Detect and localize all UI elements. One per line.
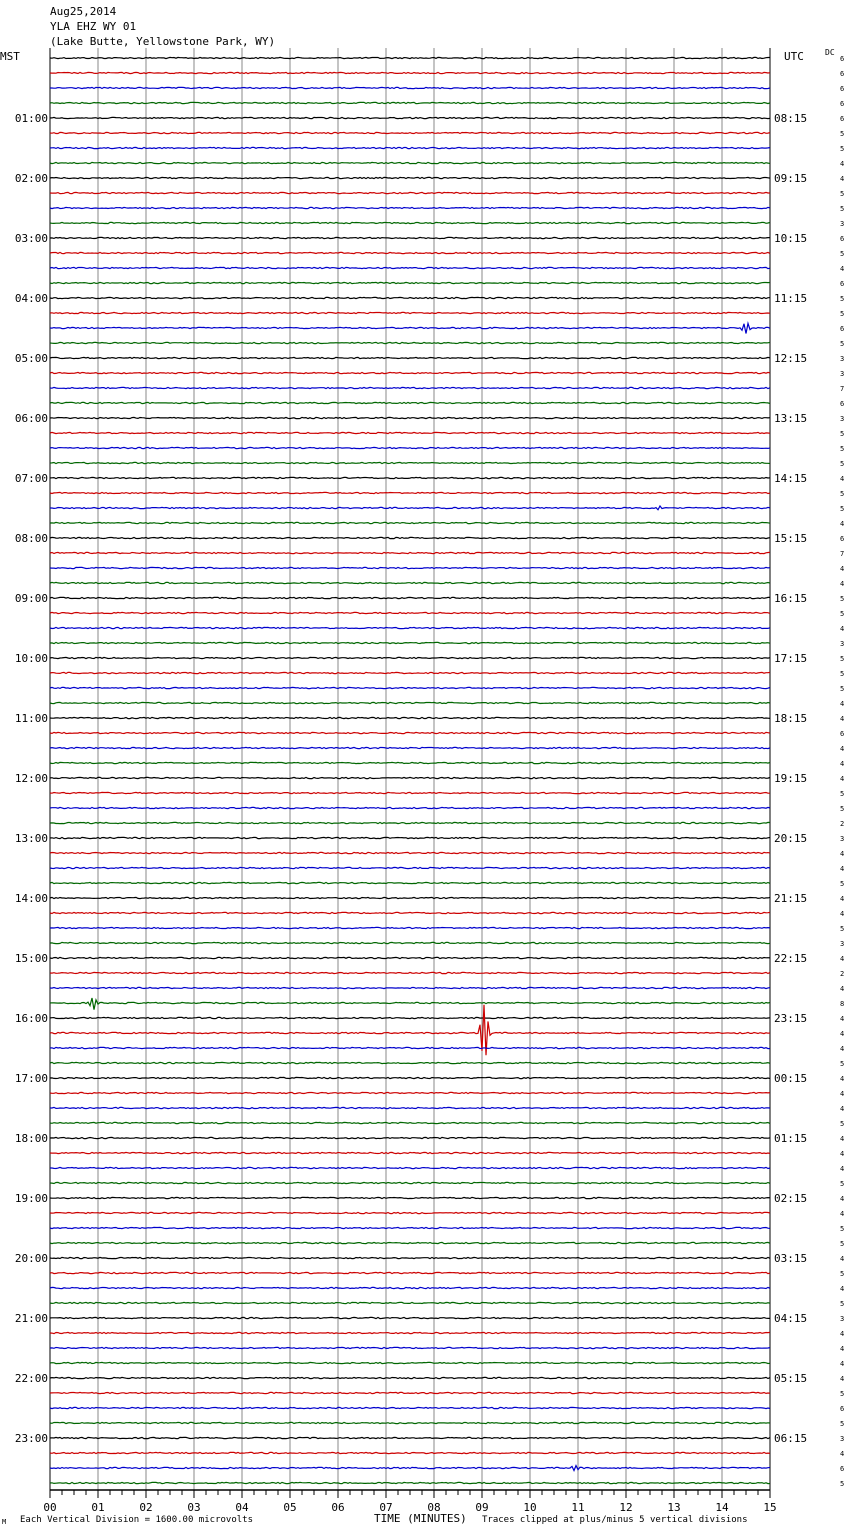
trace-line (50, 852, 770, 853)
right-hour-label: 23:15 (774, 1012, 808, 1025)
dc-offset-label: 4 (840, 1045, 845, 1053)
x-tick-label: 05 (283, 1501, 297, 1514)
dc-offset-label: 4 (840, 1135, 845, 1143)
left-hour-label: 13:00 (14, 832, 48, 845)
trace-line (50, 1122, 770, 1123)
dc-offset-label: 4 (840, 985, 845, 993)
dc-offset-label: 4 (840, 760, 845, 768)
trace-line (50, 207, 770, 208)
dc-offset-label: 5 (840, 595, 845, 603)
trace-line (50, 998, 770, 1010)
trace-line (50, 717, 770, 718)
trace-line (50, 582, 770, 583)
trace-line (50, 387, 770, 388)
trace-line (50, 312, 770, 313)
right-hour-label: 21:15 (774, 892, 808, 905)
dc-offset-label: 6 (840, 1405, 845, 1413)
trace-line (50, 627, 770, 628)
trace-line (50, 642, 770, 643)
dc-offset-label: 4 (840, 910, 845, 918)
right-hour-label: 16:15 (774, 592, 808, 605)
left-hour-label: 17:00 (14, 1072, 48, 1085)
right-hour-label: 06:15 (774, 1432, 808, 1445)
trace-line (50, 1422, 770, 1423)
right-hour-label: 02:15 (774, 1192, 808, 1205)
trace-line (50, 1272, 770, 1273)
dc-offset-label: 3 (840, 415, 845, 423)
trace-line (50, 927, 770, 928)
right-hour-label: 20:15 (774, 832, 808, 845)
dc-offset-label: 5 (840, 1270, 845, 1278)
trace-line (50, 1347, 770, 1348)
dc-offset-label: 5 (840, 670, 845, 678)
dc-offset-label: 5 (840, 655, 845, 663)
dc-offset-label: 4 (840, 1090, 845, 1098)
trace-line (50, 1077, 770, 1078)
trace-line (50, 222, 770, 223)
dc-offset-label: 6 (840, 1465, 845, 1473)
trace-line (50, 1047, 770, 1048)
dc-offset-label: 4 (840, 1195, 845, 1203)
corner-mark: M (2, 1518, 7, 1526)
dc-offset-label: 8 (840, 1000, 845, 1008)
dc-offset-label: 3 (840, 640, 845, 648)
dc-offset-label: 3 (840, 220, 845, 228)
dc-offset-label: 5 (840, 445, 845, 453)
trace-line (50, 882, 770, 883)
left-hour-label: 18:00 (14, 1132, 48, 1145)
right-hour-label: 05:15 (774, 1372, 808, 1385)
dc-offset-label: 6 (840, 235, 845, 243)
trace-line (50, 87, 770, 88)
trace-line (50, 282, 770, 283)
dc-offset-label: 5 (840, 1120, 845, 1128)
right-hour-label: 13:15 (774, 412, 808, 425)
right-timezone-label: UTC (784, 50, 804, 63)
trace-line (50, 1452, 770, 1453)
trace-line (50, 1107, 770, 1108)
trace-line (50, 492, 770, 493)
trace-line (50, 102, 770, 103)
trace-line (50, 117, 770, 118)
dc-offset-label: 4 (840, 160, 845, 168)
left-hour-label: 14:00 (14, 892, 48, 905)
trace-line (50, 747, 770, 748)
left-hour-label: 12:00 (14, 772, 48, 785)
dc-offset-label: 5 (840, 310, 845, 318)
dc-offset-label: 5 (840, 805, 845, 813)
x-tick-label: 13 (667, 1501, 681, 1514)
trace-line (50, 132, 770, 133)
trace-line (50, 792, 770, 793)
right-hour-label: 12:15 (774, 352, 808, 365)
left-hour-label: 04:00 (14, 292, 48, 305)
dc-offset-label: 2 (840, 970, 845, 978)
dc-offset-label: 3 (840, 355, 845, 363)
dc-offset-label: 5 (840, 1180, 845, 1188)
dc-offset-label: 5 (840, 925, 845, 933)
dc-offset-label: 5 (840, 1390, 845, 1398)
left-hour-label: 15:00 (14, 952, 48, 965)
trace-line (50, 552, 770, 553)
trace-line (50, 147, 770, 148)
dc-offset-label: 4 (840, 1285, 845, 1293)
right-hour-label: 10:15 (774, 232, 808, 245)
right-hour-label: 00:15 (774, 1072, 808, 1085)
trace-line (50, 57, 770, 58)
dc-offset-label: 4 (840, 265, 845, 273)
dc-offset-label: 5 (840, 190, 845, 198)
right-hour-label: 17:15 (774, 652, 808, 665)
dc-offset-label: 4 (840, 520, 845, 528)
dc-offset-label: 4 (840, 565, 845, 573)
x-tick-label: 12 (619, 1501, 633, 1514)
trace-line (50, 1377, 770, 1378)
dc-offset-label: 5 (840, 1420, 845, 1428)
trace-line (50, 1152, 770, 1153)
dc-offset-label: 4 (840, 625, 845, 633)
dc-offset-label: 4 (840, 850, 845, 858)
trace-line (50, 1092, 770, 1093)
left-hour-label: 19:00 (14, 1192, 48, 1205)
x-tick-label: 10 (523, 1501, 537, 1514)
trace-line (50, 612, 770, 613)
dc-offset-label: 4 (840, 1255, 845, 1263)
dc-offset-label: 6 (840, 85, 845, 93)
trace-line (50, 1137, 770, 1138)
trace-line (50, 537, 770, 538)
dc-offset-label: 6 (840, 100, 845, 108)
trace-line (50, 372, 770, 373)
trace-line (50, 252, 770, 253)
dc-offset-label: 4 (840, 745, 845, 753)
trace-line (50, 1302, 770, 1303)
dc-offset-label: 5 (840, 295, 845, 303)
trace-line (50, 957, 770, 958)
trace-line (50, 1482, 770, 1483)
trace-line (50, 972, 770, 973)
trace-line (50, 1242, 770, 1243)
left-hour-label: 10:00 (14, 652, 48, 665)
x-tick-label: 03 (187, 1501, 201, 1514)
trace-line (50, 402, 770, 403)
trace-line (50, 807, 770, 808)
dc-offset-label: 5 (840, 685, 845, 693)
trace-line (50, 822, 770, 823)
trace-line (50, 837, 770, 838)
trace-line (50, 1317, 770, 1318)
trace-line (50, 447, 770, 448)
trace-line (50, 522, 770, 523)
right-hour-label: 04:15 (774, 1312, 808, 1325)
trace-line (50, 1167, 770, 1168)
left-hour-label: 21:00 (14, 1312, 48, 1325)
dc-offset-label: 5 (840, 1225, 845, 1233)
right-hour-label: 09:15 (774, 172, 808, 185)
scale-note: Each Vertical Division = 1600.00 microvolts (20, 1515, 253, 1525)
left-hour-label: 22:00 (14, 1372, 48, 1385)
trace-line (50, 323, 770, 333)
dc-offset-label: 5 (840, 1300, 845, 1308)
dc-offset-label: 4 (840, 1375, 845, 1383)
right-hour-label: 14:15 (774, 472, 808, 485)
left-hour-label: 16:00 (14, 1012, 48, 1025)
dc-offset-label: 5 (840, 505, 845, 513)
trace-line (50, 1062, 770, 1063)
right-hour-label: 01:15 (774, 1132, 808, 1145)
left-hour-label: 20:00 (14, 1252, 48, 1265)
left-hour-label: 09:00 (14, 592, 48, 605)
left-hour-label: 23:00 (14, 1432, 48, 1445)
trace-line (50, 942, 770, 943)
trace-line (50, 432, 770, 433)
trace-line (50, 1197, 770, 1198)
dc-offset-label: 4 (840, 955, 845, 963)
dc-offset-label: 4 (840, 175, 845, 183)
trace-line (50, 702, 770, 703)
dc-offset-label: 4 (840, 1150, 845, 1158)
dc-offset-label: 5 (840, 610, 845, 618)
left-hour-label: 01:00 (14, 112, 48, 125)
right-hour-label: 11:15 (774, 292, 808, 305)
trace-line (50, 687, 770, 688)
dc-offset-label: 6 (840, 115, 845, 123)
dc-offset-label: 2 (840, 820, 845, 828)
left-hour-label: 03:00 (14, 232, 48, 245)
x-tick-label: 02 (139, 1501, 153, 1514)
station-code: YLA EHZ WY 01 (50, 20, 137, 33)
trace-line (50, 192, 770, 193)
dc-offset-label: 4 (840, 580, 845, 588)
dc-offset-label: 4 (840, 475, 845, 483)
trace-line (50, 1212, 770, 1213)
dc-offset-label: 6 (840, 70, 845, 78)
left-hour-label: 07:00 (14, 472, 48, 485)
trace-line (50, 897, 770, 898)
x-tick-label: 06 (331, 1501, 345, 1514)
dc-offset-label: 4 (840, 865, 845, 873)
dc-offset-label: 4 (840, 775, 845, 783)
dc-offset-label: 5 (840, 880, 845, 888)
trace-line (50, 777, 770, 778)
dc-offset-label: 6 (840, 535, 845, 543)
trace-line (50, 597, 770, 598)
x-tick-label: 14 (715, 1501, 729, 1514)
trace-line (50, 357, 770, 358)
right-hour-label: 19:15 (774, 772, 808, 785)
x-tick-label: 04 (235, 1501, 249, 1514)
trace-line (50, 1182, 770, 1183)
trace-line (50, 297, 770, 298)
right-hour-label: 15:15 (774, 532, 808, 545)
station-location: (Lake Butte, Yellowstone Park, WY) (50, 35, 276, 48)
dc-offset-label: 5 (840, 205, 845, 213)
trace-line (50, 342, 770, 343)
trace-line (50, 72, 770, 73)
right-hour-label: 18:15 (774, 712, 808, 725)
trace-line (50, 1392, 770, 1393)
trace-line (50, 1332, 770, 1333)
trace-line (50, 417, 770, 418)
dc-offset-label: 4 (840, 1210, 845, 1218)
dc-offset-label: 4 (840, 1450, 845, 1458)
dc-offset-label: 5 (840, 1240, 845, 1248)
dc-offset-label: 5 (840, 1060, 845, 1068)
dc-offset-label: 3 (840, 1315, 845, 1323)
dc-offset-label: 4 (840, 1345, 845, 1353)
trace-line (50, 506, 770, 510)
trace-line (50, 1407, 770, 1408)
trace-line (50, 762, 770, 763)
dc-offset-label: 4 (840, 895, 845, 903)
x-tick-label: 01 (91, 1501, 105, 1514)
left-hour-label: 11:00 (14, 712, 48, 725)
trace-line (50, 462, 770, 463)
dc-offset-label: 6 (840, 280, 845, 288)
dc-offset-label: 3 (840, 835, 845, 843)
dc-offset-label: 4 (840, 1165, 845, 1173)
dc-offset-label: 4 (840, 700, 845, 708)
dc-offset-label: 5 (840, 490, 845, 498)
left-hour-label: 05:00 (14, 352, 48, 365)
x-tick-label: 00 (43, 1501, 57, 1514)
dc-offset-label: 4 (840, 1015, 845, 1023)
clip-note: Traces clipped at plus/minus 5 vertical divisions (482, 1515, 748, 1525)
trace-line (50, 162, 770, 163)
dc-offset-label: 5 (840, 430, 845, 438)
trace-line (50, 477, 770, 478)
dc-offset-label: 4 (840, 1075, 845, 1083)
x-tick-label: 07 (379, 1501, 393, 1514)
trace-line (50, 1257, 770, 1258)
trace-line (50, 1227, 770, 1228)
dc-offset-label: 5 (840, 460, 845, 468)
x-tick-label: 15 (763, 1501, 777, 1514)
dc-offset-label: 7 (840, 385, 845, 393)
dc-offset-label: 5 (840, 790, 845, 798)
x-tick-label: 09 (475, 1501, 489, 1514)
trace-line (50, 732, 770, 733)
x-tick-label: 08 (427, 1501, 441, 1514)
dc-offset-label: 3 (840, 1435, 845, 1443)
dc-offset-label: 3 (840, 940, 845, 948)
dc-offset-label: 4 (840, 1030, 845, 1038)
right-hour-label: 03:15 (774, 1252, 808, 1265)
dc-offset-label: 5 (840, 130, 845, 138)
dc-offset-label: 6 (840, 400, 845, 408)
dc-offset-label: 6 (840, 55, 845, 63)
trace-line (50, 1437, 770, 1438)
trace-line (50, 867, 770, 868)
plot-date: Aug25,2014 (50, 5, 117, 18)
trace-line (50, 1466, 770, 1471)
left-timezone-label: MST (0, 50, 20, 63)
trace-line (50, 987, 770, 988)
dc-offset-label: 5 (840, 1480, 845, 1488)
dc-offset-label: 6 (840, 730, 845, 738)
left-hour-label: 08:00 (14, 532, 48, 545)
trace-line (50, 912, 770, 913)
trace-line (50, 237, 770, 238)
dc-offset-label: 3 (840, 370, 845, 378)
trace-line (50, 672, 770, 673)
trace-line (50, 657, 770, 658)
dc-offset-label: 4 (840, 1330, 845, 1338)
right-hour-label: 22:15 (774, 952, 808, 965)
trace-line (50, 1017, 770, 1018)
right-hour-label: 08:15 (774, 112, 808, 125)
trace-line (50, 177, 770, 178)
trace-line (50, 267, 770, 268)
dc-offset-label: 5 (840, 340, 845, 348)
left-hour-label: 02:00 (14, 172, 48, 185)
trace-line (50, 1362, 770, 1363)
left-hour-label: 06:00 (14, 412, 48, 425)
dc-offset-label: 5 (840, 250, 845, 258)
dc-offset-label: 6 (840, 325, 845, 333)
x-tick-label: 11 (571, 1501, 585, 1514)
dc-offset-label: 5 (840, 145, 845, 153)
dc-label: DC (825, 48, 835, 57)
trace-line (50, 1287, 770, 1288)
x-axis-title: TIME (MINUTES) (374, 1512, 467, 1525)
dc-offset-label: 7 (840, 550, 845, 558)
dc-offset-label: 4 (840, 1360, 845, 1368)
trace-line (50, 567, 770, 568)
dc-offset-label: 4 (840, 715, 845, 723)
dc-offset-label: 4 (840, 1105, 845, 1113)
